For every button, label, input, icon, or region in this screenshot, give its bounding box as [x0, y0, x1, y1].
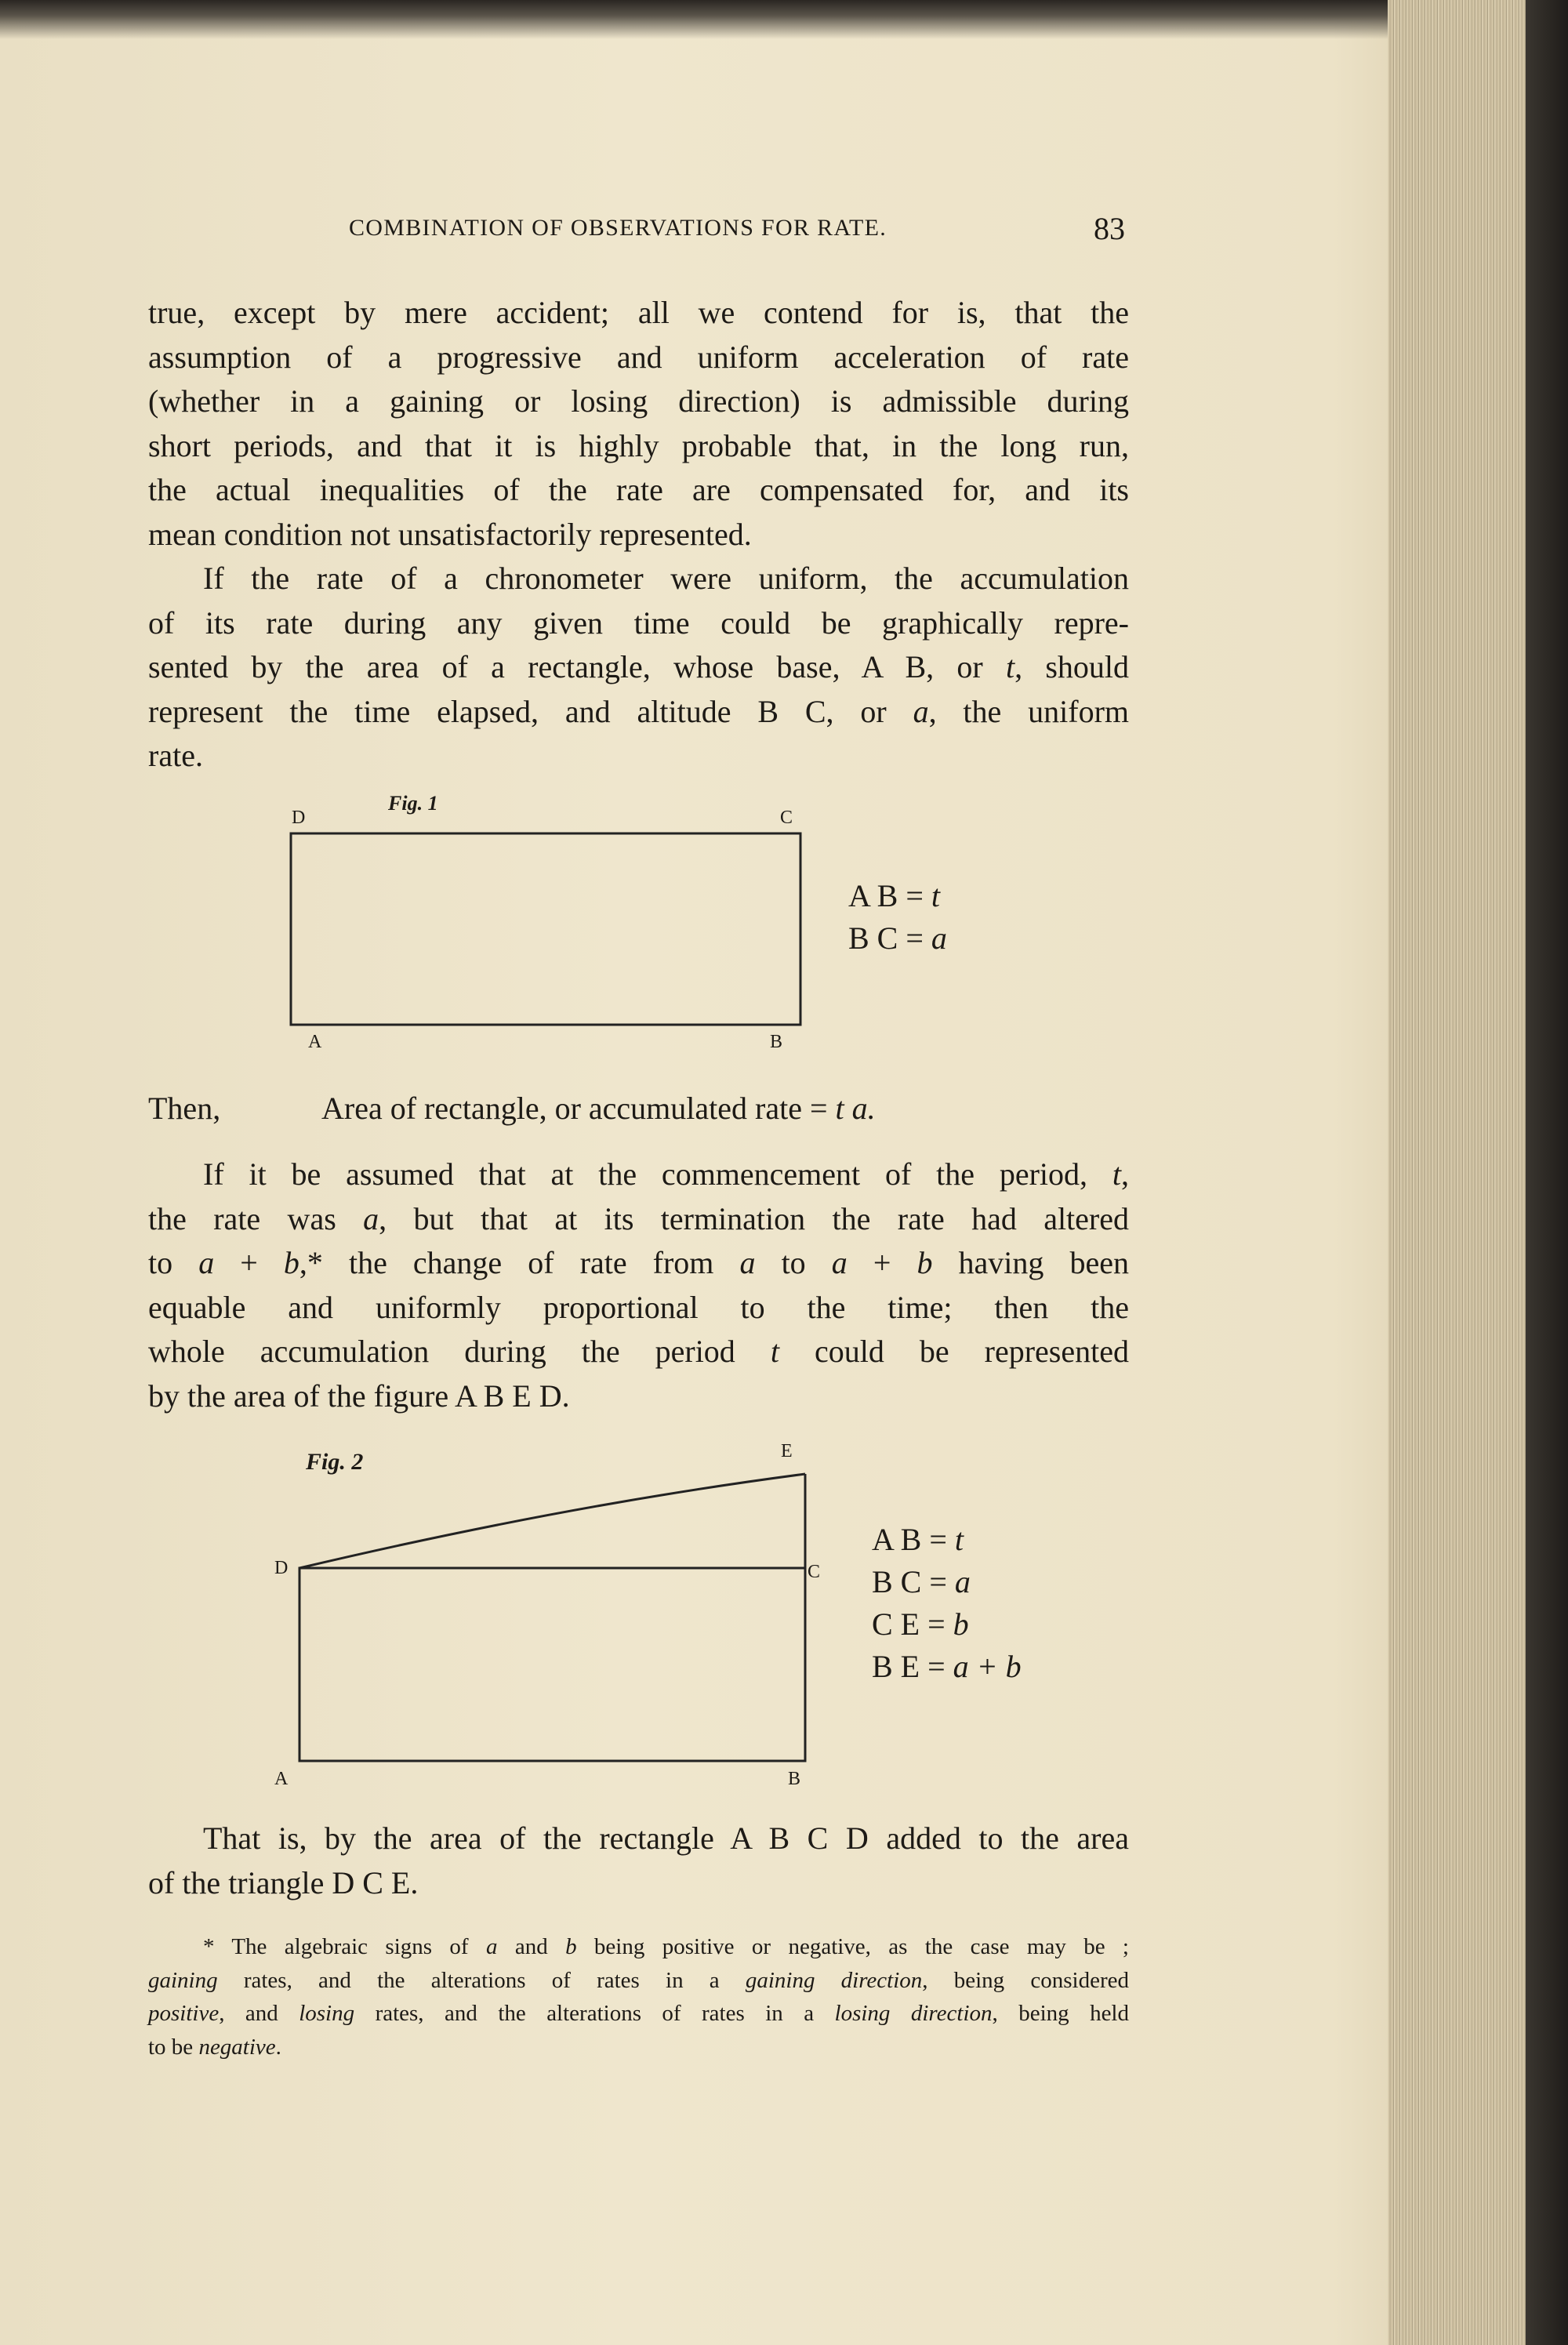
italic-text: t	[1112, 1156, 1121, 1192]
equation	[872, 1519, 1022, 1561]
text-segment: the rate was	[148, 1200, 364, 1236]
text-segment: sented by the area of a rectangle, whose base, A B, or	[148, 649, 1006, 684]
fig1-rectangle	[291, 833, 800, 1025]
then-formula-italic: t a.	[835, 1091, 876, 1126]
fig2-rectangle-abcd	[299, 1568, 805, 1761]
text-line	[148, 1861, 1129, 1906]
italic-text: a	[913, 693, 929, 729]
text-segment: .	[275, 2034, 281, 2060]
equation-lhs: B C =	[848, 920, 931, 956]
fig1-caption: Fig. 1	[388, 792, 438, 815]
text-line	[148, 1241, 1129, 1286]
equation-rhs: b	[953, 1606, 969, 1642]
text-segment: ,* the change of rate from	[299, 1245, 740, 1280]
text-segment: If the rate of a chronometer were uniform, the accumulation	[203, 561, 1129, 596]
equation	[872, 1561, 1022, 1603]
text-segment: rates, and the alterations of rates in a	[217, 1967, 746, 1993]
then-line	[148, 1087, 1129, 1131]
equation	[848, 917, 947, 960]
italic-text: a	[485, 1934, 498, 1959]
text-segment: and	[497, 1934, 566, 1959]
text-segment: being positive or negative, as the case may be ;	[576, 1934, 1129, 1959]
text-segment: +	[847, 1245, 917, 1280]
text-segment: * The algebraic signs of	[203, 1934, 486, 1959]
fig2-label-b: B	[788, 1769, 801, 1789]
text-segment: whole accumulation during the period	[148, 1334, 771, 1369]
text-segment: represent the time elapsed, and altitude B C, or	[148, 693, 913, 729]
italic-text: b	[916, 1245, 933, 1280]
italic-text: t	[1005, 649, 1015, 684]
equation	[872, 1603, 1022, 1646]
text-line	[148, 1930, 1129, 1964]
text-segment: to	[755, 1245, 832, 1280]
italic-text: gaining	[148, 1967, 218, 1993]
text-line	[148, 1330, 1129, 1374]
italic-text: losing direction	[834, 2001, 993, 2026]
then-label: Then,	[148, 1091, 221, 1126]
text-segment: (whether in a gaining or losing direction) is admissible during	[148, 383, 1129, 419]
text-segment: , should	[1014, 649, 1130, 684]
text-segment: short periods, and that it is highly probable that, in the long run,	[148, 427, 1129, 463]
text-segment: rate.	[148, 738, 203, 773]
text-line	[148, 1153, 1129, 1197]
text-line	[148, 1197, 1129, 1242]
text-segment: the actual inequalities of the rate are compensated for, and its	[148, 472, 1129, 507]
fig1-label-a: A	[308, 1032, 322, 1052]
text-line	[148, 1286, 1129, 1330]
italic-text: t	[770, 1334, 779, 1369]
page-number: 83	[1094, 211, 1125, 246]
fig1-label-b: B	[770, 1032, 783, 1052]
italic-text: losing	[299, 2001, 355, 2026]
fig2-line-de	[299, 1474, 805, 1568]
italic-text: b	[565, 1934, 577, 1959]
text-segment: , being considered	[922, 1967, 1129, 1993]
italic-text: a	[739, 1245, 756, 1280]
equation-rhs: t	[931, 878, 941, 913]
equation-rhs: a	[954, 1564, 971, 1599]
text-segment: equable and uniformly proportional to the time; then the	[148, 1289, 1129, 1325]
then-formula-text: Area of rectangle, or accumulated rate =	[321, 1091, 836, 1126]
text-segment: having been	[932, 1245, 1130, 1280]
fig2-equations	[872, 1519, 1022, 1688]
fig2-label-a: A	[274, 1769, 289, 1789]
equation-rhs: a	[931, 920, 947, 956]
italic-text: positive	[148, 2001, 220, 2026]
text-line	[148, 1374, 1129, 1419]
text-segment: mean condition not unsatisfactorily represented.	[148, 516, 752, 552]
text-segment: of the triangle D C E.	[148, 1864, 419, 1900]
equation-rhs: a + b	[953, 1649, 1022, 1684]
fig1-equations	[848, 875, 947, 960]
text-segment: rates, and the alterations of rates in a	[354, 2001, 835, 2026]
text-segment: , and	[219, 2001, 299, 2026]
text-segment: assumption of a progressive and uniform acceleration of rate	[148, 339, 1129, 375]
fig2-label-c: C	[808, 1562, 821, 1582]
text-segment: , the uniform	[928, 693, 1130, 729]
text-segment: to	[148, 1245, 199, 1280]
text-segment: If it be assumed that at the commencement of the period,	[203, 1156, 1112, 1192]
text-segment: by the area of the figure A B E D.	[148, 1378, 570, 1414]
text-segment: could be represented	[779, 1334, 1129, 1369]
text-segment: That is, by the area of the rectangle A B C D added to the area	[203, 1820, 1129, 1856]
equation-lhs: A B =	[848, 878, 931, 913]
fig1-label-c: C	[780, 808, 793, 828]
italic-text: gaining direction	[745, 1967, 923, 1993]
fig2-caption: Fig. 2	[306, 1449, 364, 1475]
text-line	[148, 1817, 1129, 1861]
paragraph-3	[148, 1153, 1129, 1418]
text-line	[148, 1964, 1129, 1998]
text-segment: of its rate during any given time could be graphically repre-	[148, 604, 1129, 641]
fig2-label-d: D	[274, 1558, 289, 1578]
text-segment: true, except by mere accident; all we contend for is, that the	[148, 295, 1129, 330]
text-segment: to be	[148, 2034, 199, 2060]
italic-text: a	[831, 1245, 848, 1280]
text-segment: , being held	[992, 2001, 1129, 2026]
equation-rhs: t	[954, 1522, 964, 1557]
then-formula	[321, 1087, 876, 1131]
italic-text: negative	[198, 2034, 276, 2060]
equation	[872, 1646, 1022, 1688]
text-line	[148, 2031, 1129, 2064]
text-segment: ,	[1121, 1156, 1129, 1192]
running-title: COMBINATION OF OBSERVATIONS FOR RATE.	[349, 215, 887, 241]
fig1-label-d: D	[292, 808, 306, 828]
fig2-label-e: E	[781, 1441, 793, 1461]
text-segment: +	[214, 1245, 284, 1280]
text-segment: , but that at its termination the rate had altered	[379, 1200, 1129, 1236]
footnote	[148, 1930, 1129, 2064]
equation	[848, 875, 947, 917]
text-line	[148, 1997, 1129, 2031]
italic-text: b	[283, 1245, 299, 1280]
equation-lhs: A B =	[872, 1522, 955, 1557]
italic-text: a	[198, 1245, 215, 1280]
equation-lhs: B E =	[872, 1649, 953, 1684]
equation-lhs: C E =	[872, 1606, 953, 1642]
paragraph-4	[148, 1817, 1129, 1905]
equation-lhs: B C =	[872, 1564, 955, 1599]
italic-text: a	[363, 1200, 379, 1236]
